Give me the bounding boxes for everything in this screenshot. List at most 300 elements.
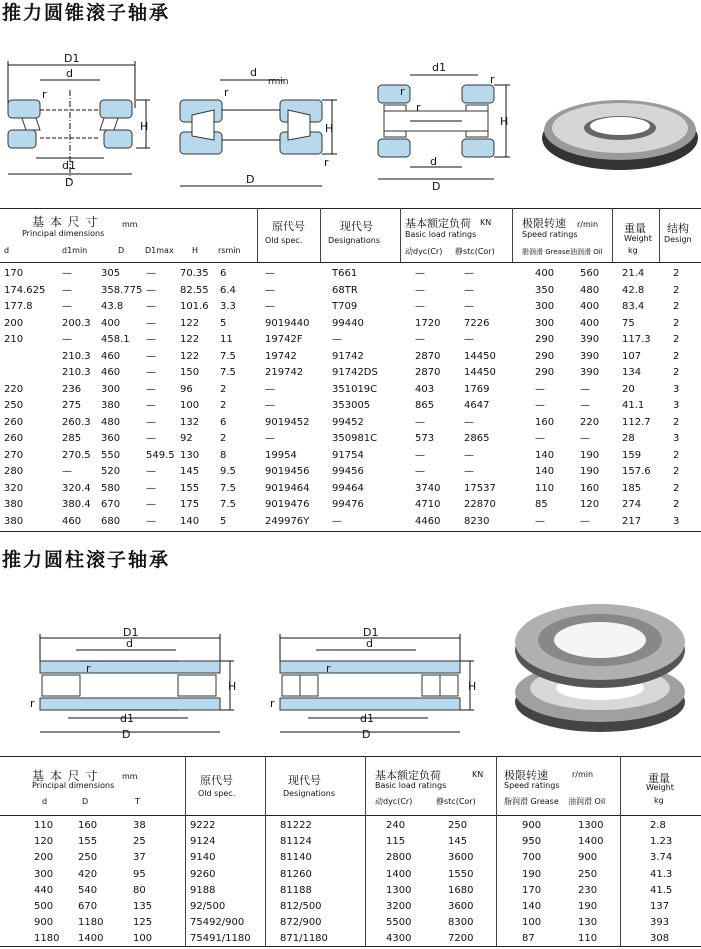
t1-cell: 4647 bbox=[464, 400, 490, 411]
t1-cell: 14450 bbox=[464, 350, 496, 362]
t1-cell: 42.8 bbox=[622, 284, 645, 296]
t1-cell: 680 bbox=[101, 515, 121, 527]
t1-cell: 110 bbox=[535, 482, 555, 494]
t1-cell: 549.5 bbox=[146, 449, 175, 461]
t1-cell: 2865 bbox=[464, 433, 490, 444]
t1-cell: 100 bbox=[180, 400, 200, 411]
t1-cell: 219742 bbox=[265, 367, 304, 378]
t1-cell: — bbox=[535, 383, 545, 395]
t1-cell: 460 bbox=[62, 515, 82, 527]
t1-cell: — bbox=[580, 433, 590, 444]
label-r: r bbox=[270, 697, 275, 710]
t1-col-d1max: D1max bbox=[145, 246, 174, 255]
t2-cell: 1400 bbox=[578, 836, 604, 848]
t1-cell: — bbox=[535, 515, 545, 527]
t2-cell: 145 bbox=[448, 836, 468, 848]
t1-cell: 300 bbox=[101, 383, 121, 395]
t2-cell: 160 bbox=[78, 820, 98, 831]
t1-cell: 350981C bbox=[332, 433, 378, 444]
t1-cell: 159 bbox=[622, 449, 642, 461]
t2-cell: 1300 bbox=[578, 820, 604, 831]
t2-cell: 240 bbox=[386, 820, 406, 831]
t1-cell: 20 bbox=[622, 383, 635, 395]
t1-cell: 107 bbox=[622, 350, 642, 362]
t1-principal-unit: mm bbox=[122, 220, 138, 229]
t2-cell: 190 bbox=[522, 868, 542, 880]
t1-cell: 6 bbox=[220, 416, 227, 428]
label-d1-outer: D1 bbox=[363, 628, 379, 639]
t1-cell: 305 bbox=[101, 268, 121, 279]
t1-cell: — bbox=[464, 466, 474, 477]
t1-cell: — bbox=[62, 466, 72, 477]
t2-cell: 92/500 bbox=[190, 901, 226, 912]
t1-cell: 2 bbox=[673, 350, 680, 362]
t1-cell: 140 bbox=[535, 466, 555, 477]
t1-cell: — bbox=[415, 284, 425, 296]
t1-cell: 9019476 bbox=[265, 499, 310, 510]
t1-cell: 92 bbox=[180, 433, 193, 444]
t2-cell: 81222 bbox=[280, 820, 312, 831]
t2-speed-en: Speed ratings bbox=[504, 781, 560, 790]
t1-cell: — bbox=[464, 416, 474, 428]
t1-cell: 3.3 bbox=[220, 301, 236, 312]
t1-load-en: Basic load ratings bbox=[405, 230, 477, 239]
t1-cell: 6.4 bbox=[220, 284, 236, 296]
t2-cell: 1680 bbox=[448, 884, 474, 896]
t1-cell: 1720 bbox=[415, 317, 441, 329]
label-r: r bbox=[324, 156, 329, 169]
t1-cell: 250 bbox=[4, 400, 24, 411]
t2-cell: 1400 bbox=[78, 933, 104, 945]
t1-cell: 160 bbox=[535, 416, 555, 428]
t1-cell: 68TR bbox=[332, 284, 358, 296]
t1-cell: 360 bbox=[101, 433, 121, 444]
t2-cell: 1180 bbox=[34, 933, 60, 945]
t1-cell: 550 bbox=[101, 449, 121, 461]
t2-principal-en: Principal dimensions bbox=[32, 781, 115, 790]
t1-cell: 3 bbox=[673, 515, 680, 527]
t1-weight-cn: 重量 bbox=[624, 222, 646, 235]
t2-cell: 170 bbox=[522, 884, 542, 896]
t2-cell: 9260 bbox=[190, 868, 216, 880]
label-r: r bbox=[86, 662, 91, 675]
t1-cell: 353005 bbox=[332, 400, 371, 411]
label-d: d bbox=[126, 637, 133, 650]
t1-cell: — bbox=[464, 268, 474, 279]
t1-cell: — bbox=[580, 515, 590, 527]
t1-cell: — bbox=[265, 383, 275, 395]
t1-cell: 220 bbox=[580, 416, 600, 428]
t2-cell: 110 bbox=[34, 820, 54, 831]
t2-cell: 3600 bbox=[448, 852, 474, 864]
t1-cell: 400 bbox=[580, 301, 600, 312]
t2-cell: 190 bbox=[578, 901, 598, 912]
t1-col-d1min: d1min bbox=[62, 246, 88, 255]
t1-cell: 4710 bbox=[415, 499, 441, 510]
t2-cell: 125 bbox=[133, 917, 153, 929]
t1-cell: — bbox=[464, 284, 474, 296]
t1-cell: — bbox=[146, 466, 156, 477]
t2-cell: 115 bbox=[386, 836, 406, 848]
t2-cell: 250 bbox=[448, 820, 468, 831]
t1-cell: 270.5 bbox=[62, 449, 91, 461]
t1-cell: 120 bbox=[580, 499, 600, 510]
t1-cell: 200 bbox=[4, 317, 24, 329]
t1-cell: — bbox=[464, 301, 474, 312]
t1-cell: 275 bbox=[62, 400, 82, 411]
t1-cell: 1769 bbox=[464, 383, 490, 395]
t1-cell: 70.35 bbox=[180, 268, 209, 279]
t1-cell: 170 bbox=[4, 268, 24, 279]
t1-cell: 21.4 bbox=[622, 268, 645, 279]
t2-cell: 872/900 bbox=[280, 917, 322, 929]
t1-cell: 480 bbox=[101, 416, 121, 428]
t1-speed-en: Speed ratings bbox=[522, 230, 578, 239]
t2-cell: 1400 bbox=[386, 868, 412, 880]
t1-cell: 3740 bbox=[415, 482, 441, 494]
t2-old-cn: 原代号 bbox=[200, 774, 233, 787]
t1-cell: 134 bbox=[622, 367, 642, 378]
t1-cell: 380 bbox=[101, 400, 121, 411]
t1-cell: 155 bbox=[180, 482, 200, 494]
t2-cell: 871/1180 bbox=[280, 933, 328, 945]
tapered-bearing-diagram-2 bbox=[172, 60, 342, 195]
t2-cell: 300 bbox=[34, 868, 54, 880]
t2-weight-cn: 重量 bbox=[648, 772, 670, 785]
t1-cell: 91754 bbox=[332, 449, 364, 461]
t1-cell: 99440 bbox=[332, 317, 364, 329]
t1-cell: 2 bbox=[220, 400, 227, 411]
t1-cell: 130 bbox=[180, 449, 200, 461]
t1-cell: 3 bbox=[673, 383, 680, 395]
t1-cell: 9.5 bbox=[220, 466, 236, 477]
t2-cell: 9188 bbox=[190, 884, 216, 896]
t1-cell: 460 bbox=[101, 350, 121, 362]
t1-cell: 217 bbox=[622, 515, 642, 527]
t1-cell: — bbox=[332, 334, 342, 345]
t1-cell: 480 bbox=[580, 284, 600, 296]
t1-cell: 380 bbox=[4, 499, 24, 510]
t1-cell: — bbox=[146, 499, 156, 510]
t2-cell: 1300 bbox=[386, 884, 412, 896]
t1-cell: — bbox=[146, 284, 156, 296]
t1-cell: 200.3 bbox=[62, 317, 91, 329]
t2-cell: 308 bbox=[650, 933, 670, 945]
t1-cell: 41.1 bbox=[622, 400, 645, 411]
label-r: r bbox=[326, 662, 331, 675]
tapered-bearing-photo bbox=[540, 92, 700, 172]
t1-cell: 2 bbox=[673, 416, 680, 428]
t2-cell: 2.8 bbox=[650, 820, 666, 831]
t2-cell: 140 bbox=[522, 901, 542, 912]
t1-cell: 390 bbox=[580, 367, 600, 378]
t1-cell: — bbox=[146, 334, 156, 345]
t2-load-unit: KN bbox=[472, 770, 484, 779]
t1-cell: 174.625 bbox=[4, 284, 46, 296]
t1-cell: 99456 bbox=[332, 466, 364, 477]
t2-cell: 9140 bbox=[190, 852, 216, 864]
t1-cell: 82.55 bbox=[180, 284, 209, 296]
label-h: H bbox=[325, 122, 334, 135]
t2-cell: 8300 bbox=[448, 917, 474, 929]
t2-cell: 7200 bbox=[448, 933, 474, 945]
label-h: H bbox=[500, 115, 509, 128]
label-d: d bbox=[366, 637, 373, 650]
label-d1: d1 bbox=[360, 712, 374, 725]
t1-cell: 14450 bbox=[464, 367, 496, 378]
label-D: D bbox=[122, 728, 131, 741]
t2-old-en: Old spec. bbox=[198, 789, 236, 798]
t1-cell: 865 bbox=[415, 400, 435, 411]
t2-cell: 200 bbox=[34, 852, 54, 864]
t1-cell: 140 bbox=[535, 449, 555, 461]
t1-cell: 91742 bbox=[332, 350, 364, 362]
t2-cell: 100 bbox=[133, 933, 153, 945]
t1-cell: — bbox=[535, 400, 545, 411]
t1-cell: 9019456 bbox=[265, 466, 310, 477]
t2-speed-grease: 脂润滑 Grease bbox=[504, 797, 559, 806]
t1-cell: 7.5 bbox=[220, 482, 236, 494]
t2-cell: 420 bbox=[78, 868, 98, 880]
t1-cell: — bbox=[62, 301, 72, 312]
t1-cell: 140 bbox=[180, 515, 200, 527]
t2-load-sta: 静stc(Cor) bbox=[436, 797, 476, 806]
t1-speed-grease: 脂润滑 Grease bbox=[522, 248, 570, 256]
t1-cell: — bbox=[146, 383, 156, 395]
t1-col-h: H bbox=[192, 246, 199, 255]
t1-cell: 101.6 bbox=[180, 301, 209, 312]
t1-cell: 175 bbox=[180, 499, 200, 510]
t2-cell: 230 bbox=[578, 884, 598, 896]
t2-cell: 81188 bbox=[280, 884, 312, 896]
t2-cell: 130 bbox=[578, 917, 598, 929]
t1-cell: 2 bbox=[673, 482, 680, 494]
t1-cell: 122 bbox=[180, 317, 200, 329]
t1-cell: 390 bbox=[580, 334, 600, 345]
t1-cell: — bbox=[62, 268, 72, 279]
t1-cell: 4460 bbox=[415, 515, 441, 527]
t1-cell: 117.3 bbox=[622, 334, 651, 345]
tapered-bearing-diagram-1 bbox=[0, 50, 150, 195]
t1-cell: 3 bbox=[673, 400, 680, 411]
t1-cell: — bbox=[62, 284, 72, 296]
t1-cell: 2 bbox=[673, 499, 680, 510]
t2-cell: 37 bbox=[133, 852, 146, 864]
t1-cell: 458.1 bbox=[101, 334, 130, 345]
t1-cell: 400 bbox=[535, 268, 555, 279]
t1-cell: 43.8 bbox=[101, 301, 124, 312]
t2-cell: 41.3 bbox=[650, 868, 673, 880]
t1-cell: 9019464 bbox=[265, 482, 310, 494]
t1-cell: 8 bbox=[220, 449, 227, 461]
t1-cell: 400 bbox=[101, 317, 121, 329]
t1-cell: — bbox=[146, 268, 156, 279]
t1-col-D: D bbox=[118, 246, 125, 255]
t1-cell: — bbox=[62, 334, 72, 345]
t1-cell: — bbox=[265, 433, 275, 444]
t1-cell: 290 bbox=[535, 367, 555, 378]
t1-cell: 150 bbox=[180, 367, 200, 378]
t1-principal-cn: 基 本 尺 寸 bbox=[32, 215, 99, 229]
t1-cell: 2 bbox=[673, 284, 680, 296]
t2-weight-en: Weight bbox=[646, 783, 674, 792]
t2-cell: 1550 bbox=[448, 868, 474, 880]
t1-cell: — bbox=[535, 433, 545, 444]
t1-cell: 9019452 bbox=[265, 416, 310, 428]
t1-cell: 99476 bbox=[332, 499, 364, 510]
t1-cell: 300 bbox=[535, 301, 555, 312]
t1-struct-en: Design bbox=[664, 235, 692, 244]
label-r: r bbox=[30, 697, 35, 710]
t1-old-cn: 原代号 bbox=[272, 220, 305, 233]
t2-cell: 81124 bbox=[280, 836, 312, 848]
t1-cell: 96 bbox=[180, 383, 193, 395]
t1-cell: 350 bbox=[535, 284, 555, 296]
t2-cell: 100 bbox=[522, 917, 542, 929]
t2-new-cn: 现代号 bbox=[288, 774, 321, 787]
t1-cell: 249976Y bbox=[265, 515, 310, 527]
t2-cell: 38 bbox=[133, 820, 146, 831]
t1-cell: — bbox=[415, 268, 425, 279]
t2-col-t: T bbox=[135, 797, 140, 806]
t1-new-cn: 现代号 bbox=[340, 220, 373, 233]
label-D: D bbox=[246, 173, 255, 186]
t1-cell: — bbox=[464, 449, 474, 461]
t1-cell: 220 bbox=[4, 383, 24, 395]
t2-cell: 500 bbox=[34, 901, 54, 912]
label-r: r bbox=[42, 88, 47, 101]
t2-cell: 1180 bbox=[78, 917, 104, 929]
t2-cell: 900 bbox=[578, 852, 598, 864]
t1-weight-en: Weight bbox=[624, 234, 652, 243]
t1-cell: 274 bbox=[622, 499, 642, 510]
t1-cell: 132 bbox=[180, 416, 200, 428]
t1-cell: 380.4 bbox=[62, 499, 91, 510]
t1-cell: 190 bbox=[580, 449, 600, 461]
t1-cell: 2 bbox=[673, 317, 680, 329]
t2-cell: 250 bbox=[578, 868, 598, 880]
t2-cell: 155 bbox=[78, 836, 98, 848]
t2-col-d: d bbox=[42, 797, 48, 806]
t1-cell: 2 bbox=[673, 367, 680, 378]
t1-load-dyn: 动dyc(Cr) bbox=[405, 247, 443, 256]
cylindrical-bearing-diagram-2 bbox=[268, 628, 488, 743]
t1-cell: 260.3 bbox=[62, 416, 91, 428]
t1-cell: 2870 bbox=[415, 367, 441, 378]
t1-cell: 358.775 bbox=[101, 284, 143, 296]
t1-load-cn: 基本额定负荷 bbox=[405, 217, 471, 230]
t2-speed-oil: 油润滑 Oil bbox=[568, 797, 606, 806]
t2-cell: 3600 bbox=[448, 901, 474, 912]
t2-cell: 540 bbox=[78, 884, 98, 896]
t2-cell: 900 bbox=[522, 820, 542, 831]
t2-cell: 87 bbox=[522, 933, 535, 945]
t2-cell: 393 bbox=[650, 917, 670, 929]
t1-cell: — bbox=[580, 383, 590, 395]
t1-cell: 145 bbox=[180, 466, 200, 477]
t1-cell: — bbox=[146, 515, 156, 527]
t1-cell: — bbox=[464, 334, 474, 345]
label-r: r bbox=[490, 73, 495, 86]
t1-cell: 19742F bbox=[265, 334, 303, 345]
t1-cell: 573 bbox=[415, 433, 435, 444]
t1-cell: — bbox=[415, 449, 425, 461]
t1-cell: 8230 bbox=[464, 515, 490, 527]
t1-cell: 400 bbox=[580, 317, 600, 329]
t2-load-cn: 基本额定负荷 bbox=[375, 769, 441, 782]
t2-cell: 812/500 bbox=[280, 901, 322, 912]
t1-cell: — bbox=[146, 482, 156, 494]
t1-cell: 460 bbox=[101, 367, 121, 378]
t1-load-unit: KN bbox=[480, 218, 492, 227]
t2-cell: 81260 bbox=[280, 868, 312, 880]
t2-cell: 135 bbox=[133, 901, 153, 912]
t2-cell: 9124 bbox=[190, 836, 216, 848]
label-rmin: rmin bbox=[268, 77, 289, 87]
t1-cell: 177.8 bbox=[4, 301, 33, 312]
t2-new-en: Designations bbox=[283, 789, 336, 798]
label-d1: d1 bbox=[432, 61, 446, 74]
t1-cell: 351019C bbox=[332, 383, 378, 395]
t1-cell: 580 bbox=[101, 482, 121, 494]
t2-cell: 95 bbox=[133, 868, 146, 880]
t1-cell: 520 bbox=[101, 466, 121, 477]
t2-cell: 81140 bbox=[280, 852, 312, 864]
t1-cell: 91742DS bbox=[332, 367, 378, 378]
t1-cell: 75 bbox=[622, 317, 635, 329]
label-r: r bbox=[400, 85, 405, 98]
t1-cell: 185 bbox=[622, 482, 642, 494]
t1-cell: 157.6 bbox=[622, 466, 651, 477]
t2-cell: 3200 bbox=[386, 901, 412, 912]
t1-cell: 7.5 bbox=[220, 350, 236, 362]
t2-cell: 137 bbox=[650, 901, 670, 912]
t2-cell: 900 bbox=[34, 917, 54, 929]
t1-cell: — bbox=[415, 466, 425, 477]
t1-cell: — bbox=[146, 433, 156, 444]
label-h: H bbox=[468, 680, 477, 693]
t2-load-dyn: 动dyc(Cr) bbox=[375, 797, 413, 806]
t2-cell: 4300 bbox=[386, 933, 412, 945]
t2-cell: 670 bbox=[78, 901, 98, 912]
t1-cell: 3 bbox=[673, 433, 680, 444]
t1-cell: 260 bbox=[4, 416, 24, 428]
t2-cell: 250 bbox=[78, 852, 98, 864]
t1-cell: 380 bbox=[4, 515, 24, 527]
t1-cell: 210.3 bbox=[62, 367, 91, 378]
t2-principal-unit: mm bbox=[122, 772, 138, 781]
t1-cell: 6 bbox=[220, 268, 227, 279]
label-r: r bbox=[224, 86, 229, 99]
label-d1: d1 bbox=[62, 159, 76, 172]
t1-cell: T661 bbox=[332, 268, 358, 279]
t1-cell: — bbox=[146, 350, 156, 362]
t2-speed-unit: r/min bbox=[572, 770, 594, 779]
t1-cell: — bbox=[146, 317, 156, 329]
t2-weight-unit: kg bbox=[654, 796, 664, 805]
section2-title: 推力圆柱滚子轴承 bbox=[2, 549, 171, 571]
t1-cell: 7226 bbox=[464, 317, 490, 329]
t1-cell: 320 bbox=[4, 482, 24, 494]
t1-cell: — bbox=[146, 400, 156, 411]
t1-speed-unit: r/min bbox=[577, 220, 599, 229]
t1-cell: 5 bbox=[220, 515, 227, 527]
t2-cell: 3.74 bbox=[650, 852, 673, 864]
t1-cell: 290 bbox=[535, 334, 555, 345]
t1-cell: 2 bbox=[220, 433, 227, 444]
t1-cell: — bbox=[265, 268, 275, 279]
t1-cell: 22870 bbox=[464, 499, 496, 510]
